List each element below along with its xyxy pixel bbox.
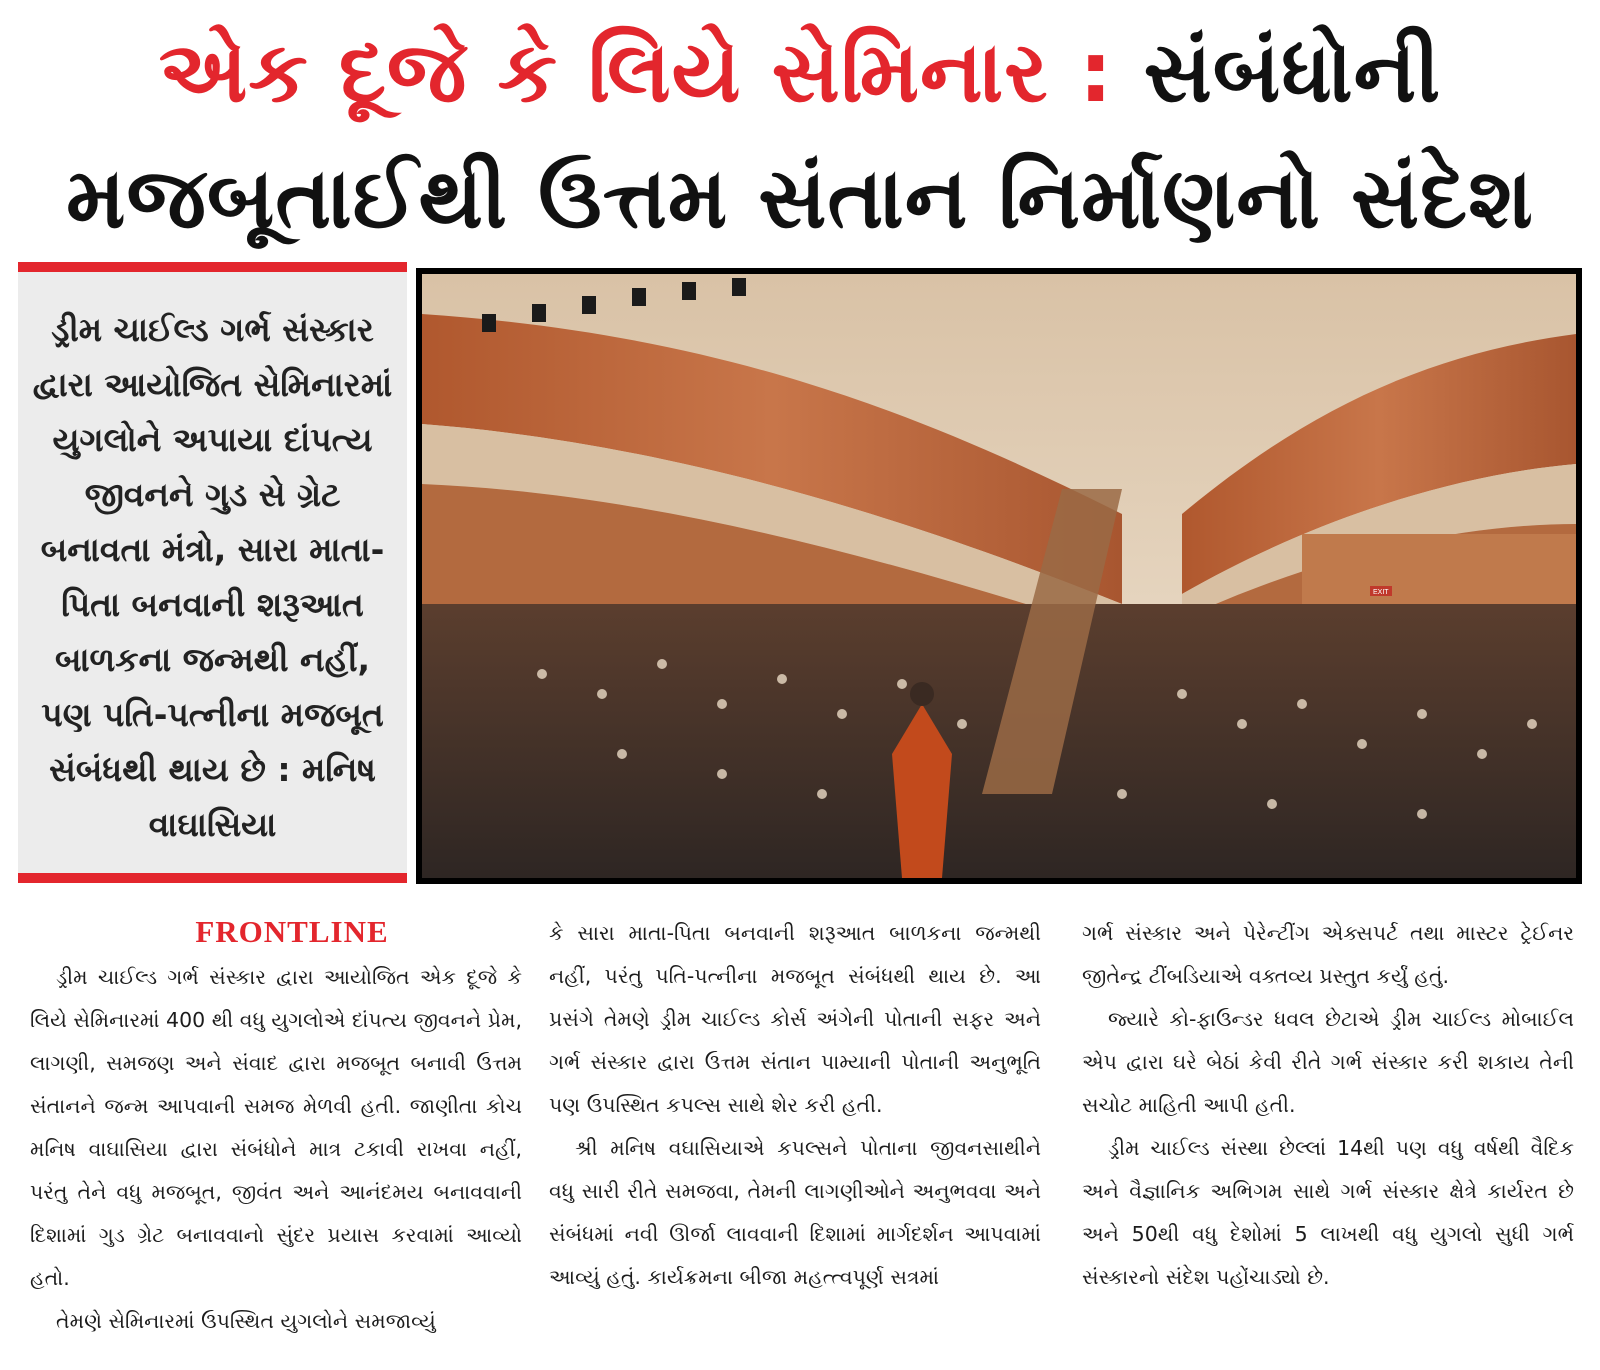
article-paragraph: કે સારા માતા-પિતા બનવાની શરૂઆત બાળકના જન્મથી નહીં, પરંતુ પતિ-પત્નીના મજબૂત સંબંધથી થાય છે. આ પ્રસંગે તેમણે ડ્રીમ ચાઈલ્ડ કોર્સ અંગેની પોતાની સફર અને ગર્ભ સંસ્કાર દ્વારા ઉત્તમ સંતાન પામ્યાની પોતાની અનુભૂતિ પણ ઉપસ્થિત કપલ્સ સાથે શેર કરી હતી. xyxy=(549,921,1041,1117)
byline: FRONTLINE xyxy=(195,914,389,949)
deck-box xyxy=(18,262,407,883)
headline-line-1 xyxy=(0,22,1600,122)
article-paragraph: ડ્રીમ ચાઈલ્ડ ગર્ભ સંસ્કાર દ્વારા આયોજિત એક દૂજે કે લિયે સેમિનારમાં 400 થી વધુ યુગલોએ દાંપત્ય જીવનને પ્રેમ, લાગણી, સમજણ અને સંવાદ દ્વારા મજબૂત બનાવી ઉત્તમ સંતાનને જન્મ આપવાની સમજ મેળવી હતી. જાણીતા કોચ મનિષ વાઘાસિયા દ્વારા સંબંધોને માત્ર ટકાવી રાખવા નહીં, પરંતુ તેને વધુ મજબૂત, જીવંત અને આનંદમય બનાવવાની દિશામાં ગુડ ગ્રેટ બનાવવાનો સુંદર પ્રયાસ કરવામાં આવ્યો હતો. xyxy=(30,965,523,1290)
article-paragraph: જ્યારે કો-ફાઉન્ડર ધવલ છેટાએ ડ્રીમ ચાઈલ્ડ મોબાઈલ એપ દ્વારા ઘરે બેઠાં કેવી રીતે ગર્ભ સંસ્કાર કરી શકાય તેની સચોટ માહિતી આપી હતી. xyxy=(1082,1007,1574,1117)
auditorium-illustration xyxy=(422,274,1576,878)
headline-black-part: સંબંધોની xyxy=(1143,23,1442,121)
article-paragraph: તેમણે સેમિનારમાં ઉપસ્થિત યુગલોને સમજાવ્યું xyxy=(56,1309,436,1333)
deck-text: ડ્રીમ ચાઈલ્ડ ગર્ભ સંસ્કાર દ્વારા આયોજિત સેમિનારમાં યુગલોને અપાયા દાંપત્ય જીવનને ગુડ સે ગ્રેટ બનાવતા મંત્રો, સારા માતા-પિતા બનવાની શરૂઆત બાળકના જન્મથી નહીં, પણ પતિ-પત્નીના મજબૂત સંબંધથી થાય છે : મનિષ વાઘાસિયા xyxy=(32,310,393,844)
seminar-photo xyxy=(416,268,1582,884)
article-column-2 xyxy=(549,912,1041,1299)
article-paragraph: ગર્ભ સંસ્કાર અને પેરેન્ટીંગ એક્સપર્ટ તથા માસ્ટર ટ્રેઈનર જીતેન્દ્ર ટીંબડિયાએ વક્તવ્ય પ્રસ્તુત કર્યું હતું. xyxy=(1082,921,1574,988)
exit-sign-text: EXIT xyxy=(1373,589,1389,596)
article-column-1 xyxy=(30,956,522,1343)
article-paragraph: ડ્રીમ ચાઈલ્ડ સંસ્થા છેલ્લાં 14થી પણ વધુ વર્ષથી વૈદિક અને વૈજ્ઞાનિક અભિગમ સાથે ગર્ભ સંસ્કાર ક્ષેત્રે કાર્યરત છે અને 50થી વધુ દેશોમાં 5 લાખથી વધુ યુગલો સુધી ગર્ભ સંસ્કારનો સંદેશ પહોંચાડ્યો છે. xyxy=(1082,1136,1574,1289)
article-column-3 xyxy=(1082,912,1574,1299)
headline-line-2: મજબૂતાઈથી ઉત્તમ સંતાન નિર્માણનો સંદેશ xyxy=(66,149,1534,247)
headline-red-part: એક દૂજે કે લિયે સેમિનાર : xyxy=(158,23,1114,121)
article-paragraph: શ્રી મનિષ વઘાસિયાએ કપલ્સને પોતાના જીવનસાથીને વધુ સારી રીતે સમજવા, તેમની લાગણીઓને અનુભવવા અને સંબંધમાં નવી ઊર્જા લાવવાની દિશામાં માર્ગદર્શન આપવામાં આવ્યું હતું. કાર્યક્રમના બીજા મહત્ત્વપૂર્ણ સત્રમાં xyxy=(549,1136,1041,1289)
